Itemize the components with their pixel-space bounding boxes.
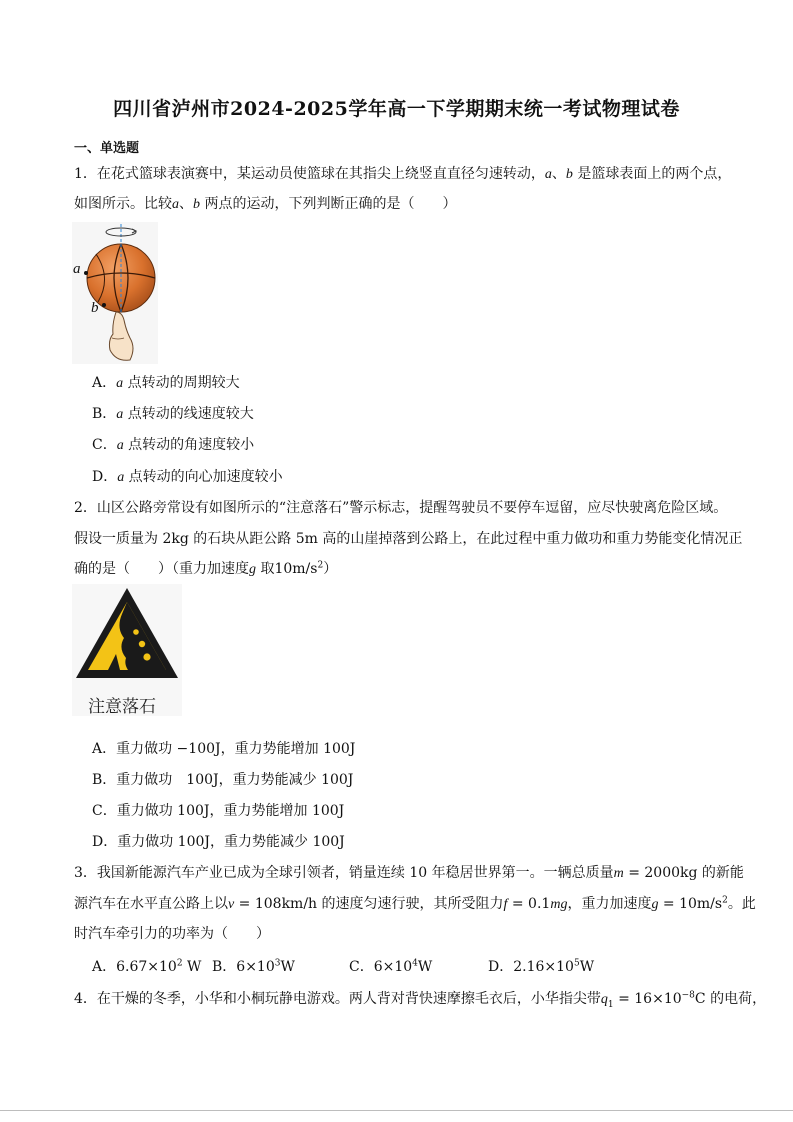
q4-line-1: 4．在干燥的冬季，小华和小桐玩静电游戏。两人背对背快速摩擦毛衣后，小华指尖带$q_1 = 16\times 10^{-8}C$ 的电荷， bbox=[74, 990, 767, 1010]
basketball-figure bbox=[72, 222, 158, 364]
q3-line-2: 源汽车在水平直公路上以v = 108km/h 的速度匀速行驶，其所受阻力f = 0.1mg，重力加速度$g = 10m/s^2$。此 bbox=[74, 895, 756, 912]
q3-line-3: 时汽车牵引力的功率为（ ） bbox=[74, 926, 270, 942]
q2-line-3: 确的是（ ）（重力加速度g 取$10m/s^2$） bbox=[74, 560, 338, 577]
q1-line-2: 如图所示。比较a、b 两点的运动，下列判断正确的是（ ） bbox=[74, 196, 457, 212]
label-a: a bbox=[73, 261, 81, 277]
q2-line-1: 2．山区公路旁常设有如图所示的“注意落石”警示标志，提醒驾驶员不要停车逗留，应尽快驶离危险区域。 bbox=[74, 500, 728, 516]
q1-option-d[interactable]: D．a 点转动的向心加速度较小 bbox=[92, 469, 283, 485]
page-title: 四川省泸州市2024-2025学年高一下学期期末统一考试物理试卷 bbox=[113, 98, 680, 120]
q1-line-1: 1．在花式篮球表演赛中，某运动员使篮球在其指尖上绕竖直直径匀速转动，a、b 是篮球表面上的两个点， bbox=[74, 166, 732, 182]
q2-line-2: 假设一质量为 2kg 的石块从距公路 5m 高的山崖掉落到公路上，在此过程中重力做功和重力势能变化情况正 bbox=[74, 531, 743, 547]
q2-option-b[interactable]: B．重力做功 100J，重力势能减少 100J bbox=[92, 772, 354, 788]
sign-caption: 注意落石 bbox=[88, 697, 156, 717]
q3-option-a[interactable]: A．$6.67\times 10^2$ W bbox=[92, 958, 202, 975]
label-b: b bbox=[91, 300, 99, 316]
q3-line-1: 3．我国新能源汽车产业已成为全球引领者，销量连续 10 年稳居世界第一。一辆总质量m = 2000kg 的新能 bbox=[74, 865, 744, 881]
q3-option-c[interactable]: C．$6\times 10^4W$ bbox=[349, 958, 433, 975]
q1-option-b[interactable]: B．a 点转动的线速度较大 bbox=[92, 406, 254, 422]
q2-option-a[interactable]: A．重力做功 −100J，重力势能增加 100J bbox=[92, 741, 356, 757]
q2-option-d[interactable]: D．重力做功 100J，重力势能减少 100J bbox=[92, 834, 345, 850]
q3-option-d[interactable]: D．$2.16\times 10^5W$ bbox=[488, 958, 595, 975]
section-heading: 一、单选题 bbox=[74, 141, 140, 156]
q1-option-c[interactable]: C．a 点转动的角速度较小 bbox=[92, 437, 255, 453]
page-bottom-rule bbox=[0, 1110, 793, 1111]
q3-option-b[interactable]: B．$6\times 10^3W$ bbox=[212, 958, 295, 975]
q1-option-a[interactable]: A．a 点转动的周期较大 bbox=[92, 375, 240, 391]
q2-option-c[interactable]: C．重力做功 100J，重力势能增加 100J bbox=[92, 803, 345, 819]
